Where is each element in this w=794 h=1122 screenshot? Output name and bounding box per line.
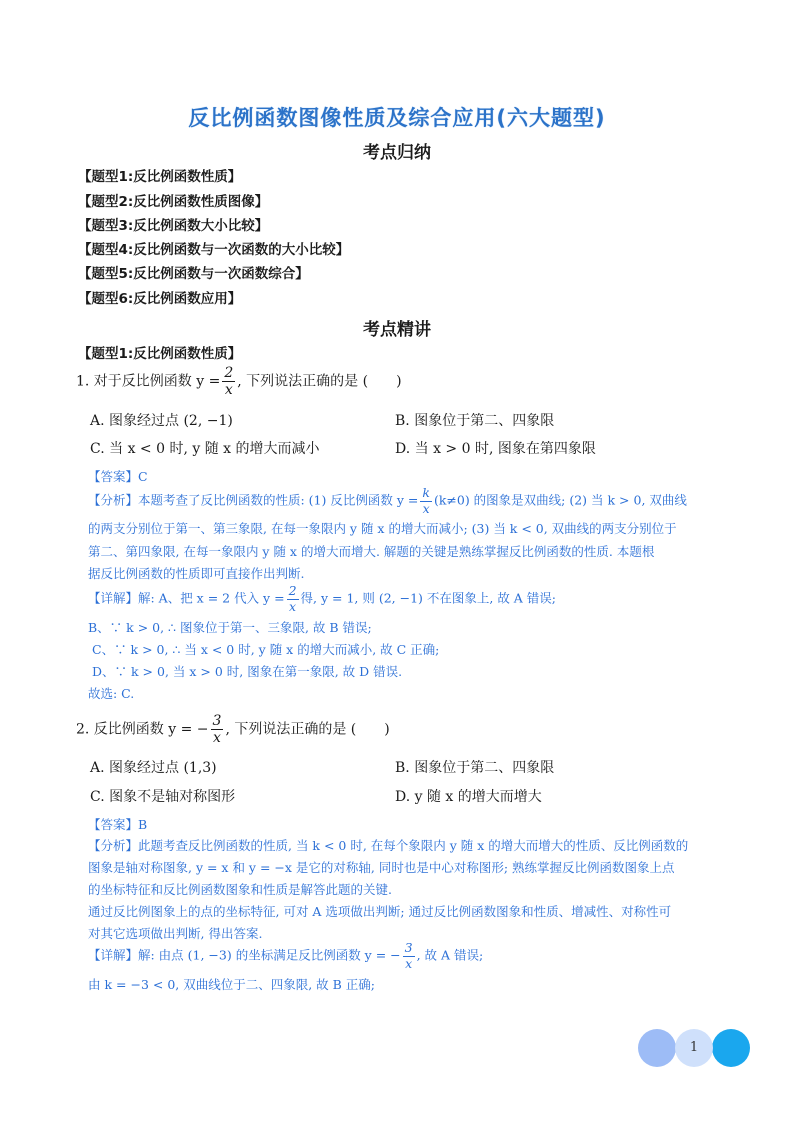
q1-detail-line: C、∵ k > 0, ∴ 当 x < 0 时, y 随 x 的增大而减小, 故 C 正确; — [92, 642, 440, 657]
q1-analysis-line: 的两支分别位于第一、第三象限, 在每一象限内 y 随 x 的增大而减小; (3) 当 k < 0, 双曲线的两支分别位于 — [88, 521, 677, 536]
toc-item: 【题型5:反比例函数与一次函数综合】 — [78, 266, 309, 282]
question-2-stem — [76, 714, 390, 745]
q1-analysis-line: 【分析】本题考查了反比例函数的性质: (1) 反比例函数 y = $\frac{k}{x}$ (k≠0) 的图象是双曲线; (2) 当 k > 0, 双曲线 — [88, 485, 687, 516]
toc-item: 【题型4:反比例函数与一次函数的大小比较】 — [78, 242, 350, 258]
toc-item: 【题型1:反比例函数性质】 — [78, 169, 242, 185]
badge-bubble — [638, 1029, 676, 1067]
page-number-badge — [638, 1029, 750, 1067]
stem-text: 1. 对于反比例函数 y = — [76, 373, 221, 390]
document-title: 反比例函数图像性质及综合应用(六大题型) — [188, 106, 606, 130]
toc-item: 【题型6:反比例函数应用】 — [78, 291, 242, 307]
q2-option-a: A. 图象经过点 (1,3) — [90, 760, 217, 776]
q1-option-b: B. 图象位于第二、四象限 — [395, 413, 555, 429]
stem-text: , 下列说法正确的是 ( — [225, 721, 357, 738]
q1-detail-line: B、∵ k > 0, ∴ 图象位于第一、三象限, 故 B 错误; — [88, 620, 372, 635]
q1-option-c: C. 当 x < 0 时, y 随 x 的增大而减小 — [90, 441, 320, 457]
paren-close: ) — [396, 373, 402, 390]
stem-text: , 下列说法正确的是 ( — [237, 373, 369, 390]
q1-analysis-line: 据反比例函数的性质即可直接作出判断. — [88, 566, 305, 581]
section-heading-lecture: 考点精讲 — [363, 320, 431, 340]
q1-option-d: D. 当 x > 0 时, 图象在第四象限 — [395, 441, 596, 457]
q1-detail-line: 故选: C. — [88, 686, 135, 701]
paren-close: ) — [384, 721, 390, 738]
badge-bubble — [712, 1029, 750, 1067]
fraction: $\frac{2}{x}$ — [288, 583, 297, 614]
q2-option-b: B. 图象位于第二、四象限 — [395, 760, 555, 776]
fraction: $\frac{3}{x}$ — [212, 713, 222, 746]
q1-option-a: A. 图象经过点 (2, −1) — [90, 413, 233, 429]
q2-detail-line: 【详解】解: 由点 (1, −3) 的坐标满足反比例函数 y = − $\frac{3}{x}$ , 故 A 错误; — [88, 940, 484, 971]
fraction: $\frac{3}{x}$ — [404, 940, 413, 971]
q2-analysis-line: 通过反比例图象上的点的坐标特征, 可对 A 选项做出判断; 通过反比例函数图象和性质、增减性、对称性可 — [88, 904, 672, 919]
fraction: $\frac{2}{x}$ — [224, 365, 234, 398]
q1-analysis-line: 第二、第四象限, 在每一象限内 y 随 x 的增大而增大. 解题的关键是熟练掌握反比例函数的性质. 本题根 — [88, 544, 655, 559]
q2-answer: 【答案】B — [88, 817, 148, 832]
section-heading-summary: 考点归纳 — [363, 143, 431, 163]
type1-heading: 【题型1:反比例函数性质】 — [78, 346, 242, 362]
fraction: $\frac{k}{x}$ — [422, 485, 430, 516]
q1-detail-line: 【详解】解: A、把 x = 2 代入 y = $\frac{2}{x}$ 得, y = 1, 则 (2, −1) 不在图象上, 故 A 错误; — [88, 583, 557, 614]
toc-item: 【题型2:反比例函数性质图像】 — [78, 194, 269, 210]
q2-analysis-line: 的坐标特征和反比例函数图象和性质是解答此题的关键. — [88, 882, 392, 897]
q1-detail-line: D、∵ k > 0, 当 x > 0 时, 图象在第一象限, 故 D 错误. — [92, 664, 403, 679]
q1-answer: 【答案】C — [88, 469, 148, 484]
q2-analysis-line: 图象是轴对称图象, y = x 和 y = −x 是它的对称轴, 同时也是中心对称图形; 熟练掌握反比例函数图象上点 — [88, 860, 675, 875]
toc-item: 【题型3:反比例函数大小比较】 — [78, 218, 269, 234]
q2-option-d: D. y 随 x 的增大而增大 — [395, 789, 542, 805]
stem-text: 2. 反比例函数 y = − — [76, 721, 209, 738]
q2-detail-line: 由 k = −3 < 0, 双曲线位于二、四象限, 故 B 正确; — [88, 977, 376, 992]
q2-option-c: C. 图象不是轴对称图形 — [90, 789, 236, 805]
q2-analysis-line: 对其它选项做出判断, 得出答案. — [88, 926, 263, 941]
q2-analysis-line: 【分析】此题考查反比例函数的性质, 当 k < 0 时, 在每个象限内 y 随 x 的增大而增大的性质、反比例函数的 — [88, 838, 689, 853]
question-1-stem — [76, 366, 402, 397]
page-number: 1 — [689, 1040, 699, 1055]
